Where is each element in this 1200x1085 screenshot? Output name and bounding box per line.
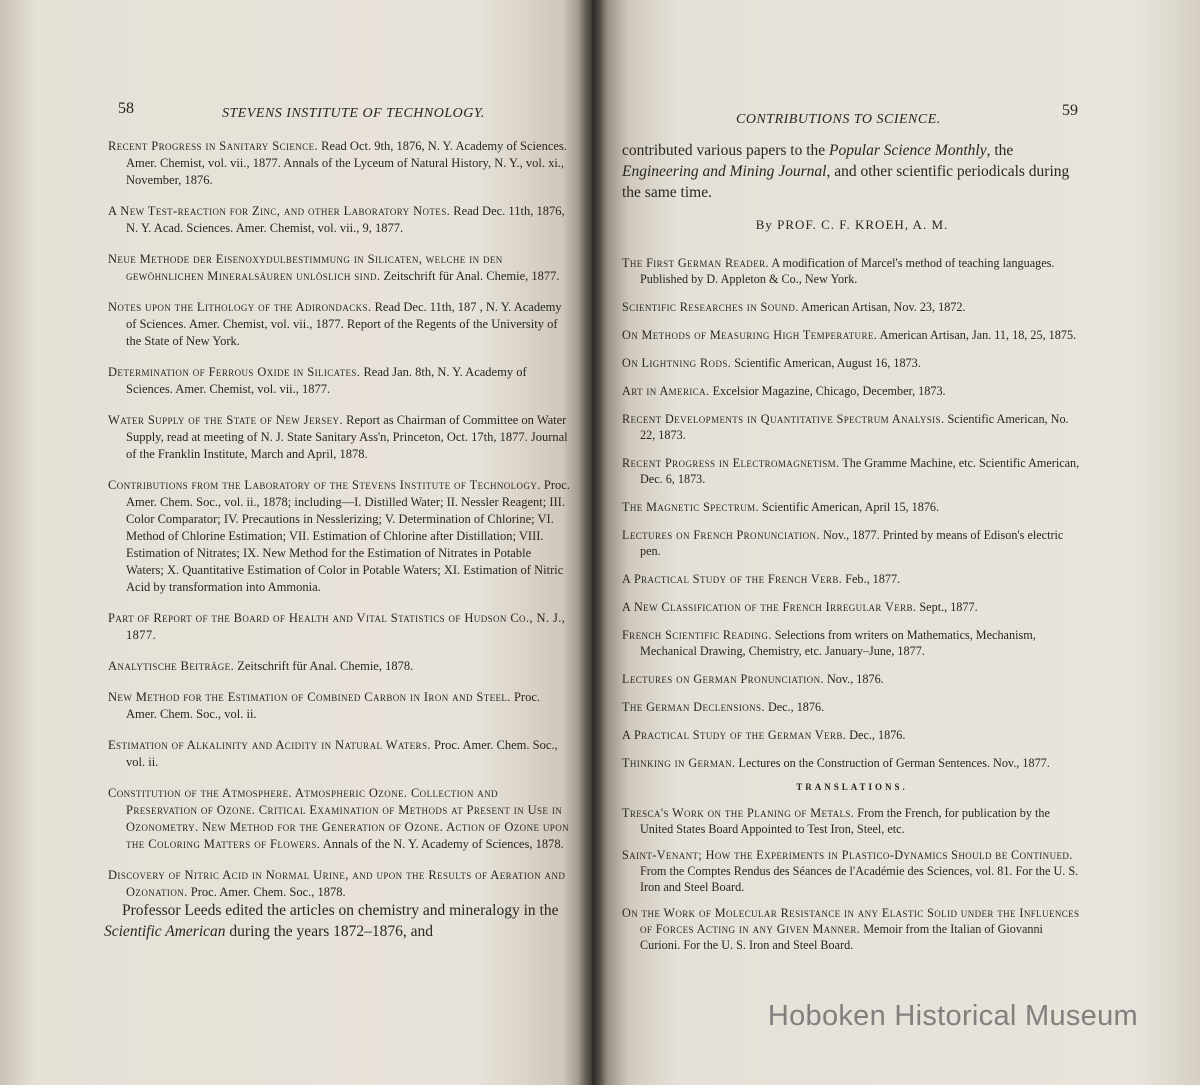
bib-entry [622, 627, 1082, 659]
bib-entry [108, 867, 570, 901]
entry-text: Lectures on the Construction of German Sentences. Nov., 1877. [735, 756, 1050, 770]
bib-entry [622, 327, 1082, 343]
opening-text-a: contributed various papers to the [622, 142, 830, 159]
bib-entry [622, 671, 1082, 687]
bib-entry [622, 299, 1082, 315]
entry-text: Report as Chairman of Committee on Water Supply, read at meeting of N. J. State Sanitary Ass'n, Princeton, Oct. 17th, 1877. Journal of the Franklin Institute, March and April, 1878. [126, 413, 568, 461]
entry-text: Read Jan. 8th, N. Y. Academy of Sciences. Amer. Chemist, vol. vii., 1877. [126, 365, 527, 396]
bib-entry [108, 364, 570, 398]
bib-entry [622, 599, 1082, 615]
closing-text-start: Professor Leeds edited the articles on chemistry and mineralogy in the [122, 902, 559, 919]
entry-title: Tresca's Work on the Planing of Metals. [622, 806, 855, 820]
museum-watermark: Hoboken Historical Museum [767, 1000, 1138, 1032]
author-byline: By PROF. C. F. KROEH, A. M. [755, 217, 949, 232]
entry-title: Estimation of Alkalinity and Acidity in Natural Waters. [108, 738, 431, 752]
translation-entry [622, 847, 1082, 895]
right-entry-list [622, 255, 1082, 953]
entry-text: Scientific American, August 16, 1873. [731, 356, 921, 370]
entry-title: On Methods of Measuring High Temperature. [622, 328, 878, 342]
entry-text: Read Oct. 9th, 1876, N. Y. Academy of Sciences. Amer. Chemist, vol. vii., 1877. Annals of the Lyceum of Natural History, N. Y., vol. xi., November, 1876. [126, 139, 567, 187]
entry-title: Water Supply of the State of New Jersey. [108, 413, 343, 427]
bib-entry [622, 411, 1082, 443]
entry-title: The German Declensions. [622, 700, 765, 714]
entry-text: The Gramme Machine, etc. Scientific American, Dec. 6, 1873. [640, 456, 1080, 486]
entry-title: Saint-Venant; How the Experiments in Plastico-Dynamics Should be Continued. [622, 848, 1073, 862]
entry-title: Constitution of the Atmosphere. Atmospheric Ozone. Collection and Preservation of Ozone. Critical Examination of Methods at Present in Use in Ozonometry. New Method for the Generation of Ozone. Action of Ozone upon the Coloring Matters of Flowers. [108, 786, 569, 851]
entry-text: Dec., 1876. [764, 700, 825, 714]
closing-text-end: during the years 1872–1876, and [225, 923, 434, 940]
entry-title: Neue Methode der Eisenoxydulbestimmung in Silicaten, welche in den gewöhnlichen Mineralsäuren unlöslich sind. [108, 252, 503, 283]
bib-entry [622, 727, 1082, 743]
entry-text: Nov., 1877. Printed by means of Edison's electric pen. [640, 528, 1064, 558]
closing-paragraph [104, 900, 566, 942]
entry-title: Thinking in German. [622, 756, 736, 770]
entry-title: Determination of Ferrous Oxide in Silicates. [108, 365, 361, 379]
bib-entry [108, 299, 570, 350]
entry-title: The Magnetic Spectrum. [622, 500, 759, 514]
entry-title: Art in America. [622, 384, 710, 398]
bib-entry [108, 477, 570, 596]
entry-text: Excelsior Magazine, Chicago, December, 1873. [709, 384, 946, 398]
left-page [0, 0, 592, 1085]
entry-text: Sept., 1877. [916, 600, 978, 614]
entry-text: Selections from writers on Mathematics, Mechanism, Mechanical Drawing, Chemistry, etc. January–June, 1877. [640, 628, 1036, 658]
bib-entry [622, 527, 1082, 559]
opening-text-e: , and other scientific periodicals during the same time. [622, 163, 1070, 201]
entry-text: Scientific American, April 15, 1876. [759, 500, 940, 514]
opening-paragraph [622, 140, 1082, 203]
entry-text: Proc. Amer. Chem. Soc., vol. ii. [126, 690, 541, 721]
bib-entry [108, 785, 570, 853]
entry-text: Proc. Amer. Chem. Soc., vol. ii. [126, 738, 558, 769]
translation-entry [622, 805, 1082, 837]
right-content [622, 140, 1082, 963]
entry-text: Read Dec. 11th, 187 , N. Y. Academy of Sciences. Amer. Chemist, vol. vii., 1877. Report of the Regents of the University of the State of New York. [126, 300, 562, 348]
bib-entry [622, 383, 1082, 399]
entry-text: Memoir from the Italian of Giovanni Curioni. For the U. S. Iron and Steel Board. [640, 922, 1043, 952]
entry-text: From the Comptes Rendus des Séances de l'Académie des Sciences, vol. 81. For the U. S. Iron and Steel Board. [640, 864, 1079, 894]
entry-title: A Practical Study of the French Verb. [622, 572, 843, 586]
entry-title: New Method for the Estimation of Combined Carbon in Iron and Steel. [108, 690, 511, 704]
bib-entry [108, 251, 570, 285]
entry-text: Annals of the N. Y. Academy of Sciences, 1878. [320, 837, 564, 851]
entry-title: On Lightning Rods. [622, 356, 732, 370]
entry-title: Analytische Beiträge. [108, 659, 235, 673]
bib-entry [108, 203, 570, 237]
entry-title: French Scientific Reading. [622, 628, 772, 642]
entry-title: Part of Report of the Board of Health and Vital Statistics of Hudson Co., N. J., 1877. [108, 611, 566, 642]
bib-entry [622, 355, 1082, 371]
entry-title: Lectures on French Pronunciation. [622, 528, 820, 542]
entry-text: Scientific American, No. 22, 1873. [640, 412, 1069, 442]
entry-title: The First German Reader. [622, 256, 769, 270]
translation-entry [622, 905, 1082, 953]
opening-text-c: , the [986, 142, 1014, 159]
entry-title: Recent Developments in Quantitative Spectrum Analysis. [622, 412, 945, 426]
entry-text: Feb., 1877. [842, 572, 901, 586]
bib-entry [108, 412, 570, 463]
bib-entry [622, 699, 1082, 715]
bib-entry [108, 610, 570, 644]
entry-text: From the French, for publication by the United States Board Appointed to Test Iron, Steel, etc. [640, 806, 1050, 836]
left-entry-list [108, 138, 570, 915]
entry-title: On the Work of Molecular Resistance in any Elastic Solid under the Influences of Forces Acting in any Given Manner. [622, 906, 1080, 936]
entry-text: Zeitschrift für Anal. Chemie, 1878. [234, 659, 414, 673]
right-page-number: 59 [1062, 102, 1078, 119]
bib-entry [622, 455, 1082, 487]
right-running-header: CONTRIBUTIONS TO SCIENCE. [736, 112, 941, 127]
right-page [592, 0, 1200, 1085]
entry-text: Nov., 1876. [823, 672, 884, 686]
entry-text: American Artisan, Nov. 23, 1872. [798, 300, 966, 314]
bib-entry [622, 571, 1082, 587]
bib-entry [108, 658, 570, 675]
opening-periodical-1: Popular Science Monthly [829, 142, 987, 159]
bib-entry [108, 737, 570, 771]
entry-title: Notes upon the Lithology of the Adirondacks. [108, 300, 372, 314]
entry-text: Dec., 1876. [846, 728, 906, 742]
entry-title: Contributions from the Laboratory of the Stevens Institute of Technology. [108, 478, 541, 492]
entry-title: A Practical Study of the German Verb. [622, 728, 847, 742]
entry-text: Zeitschrift für Anal. Chemie, 1877. [380, 269, 560, 283]
bib-entry [108, 138, 570, 189]
left-running-header: STEVENS INSTITUTE OF TECHNOLOGY. [222, 106, 485, 121]
entry-title: Recent Progress in Electromagnetism. [622, 456, 840, 470]
book-gutter [578, 0, 608, 1085]
entry-text: Proc. Amer. Chem. Soc., 1878. [187, 885, 346, 899]
bib-entry [622, 755, 1082, 771]
bib-entry [622, 499, 1082, 515]
entry-title: A New Classification of the French Irregular Verb. [622, 600, 917, 614]
bib-entry [108, 689, 570, 723]
entry-title: A New Test-reaction for Zinc, and other Laboratory Notes. [108, 204, 451, 218]
entry-text: A modification of Marcel's method of teaching languages. Published by D. Appleton & Co., New York. [640, 256, 1055, 286]
entry-title: Recent Progress in Sanitary Science. [108, 139, 318, 153]
opening-periodical-2: Engineering and Mining Journal [622, 163, 827, 180]
entry-text: American Artisan, Jan. 11, 18, 25, 1875. [877, 328, 1077, 342]
bib-entry [622, 255, 1082, 287]
entry-text: Read Dec. 11th, 1876, N. Y. Acad. Sciences. Amer. Chemist, vol. vii., 9, 1877. [126, 204, 565, 235]
left-page-number: 58 [118, 100, 134, 117]
entry-title: Scientific Researches in Sound. [622, 300, 799, 314]
translations-heading: TRANSLATIONS. [796, 782, 908, 792]
entry-title: Lectures on German Pronunciation. [622, 672, 824, 686]
closing-periodical: Scientific American [104, 923, 226, 940]
entry-text: Proc. Amer. Chem. Soc., vol. ii., 1878; including—I. Distilled Water; II. Nessler Reagent; III. Color Comparator; IV. Precautions in Nesslerizing; V. Determination of Chlorine; VI. Method of Chlorine Estimation; VII. Estimation of Chlorine after Distillation; VIII. Estimation of Nitrates; IX. New Method for the Estimation of Nitrates in Potable Waters; X. Quantitative Estimation of Color in Potable Waters; XI. Estimation of Nitric Acid by transformation into Ammonia. [126, 478, 570, 594]
entry-title: Discovery of Nitric Acid in Normal Urine, and upon the Results of Aeration and Ozonation. [108, 868, 566, 899]
